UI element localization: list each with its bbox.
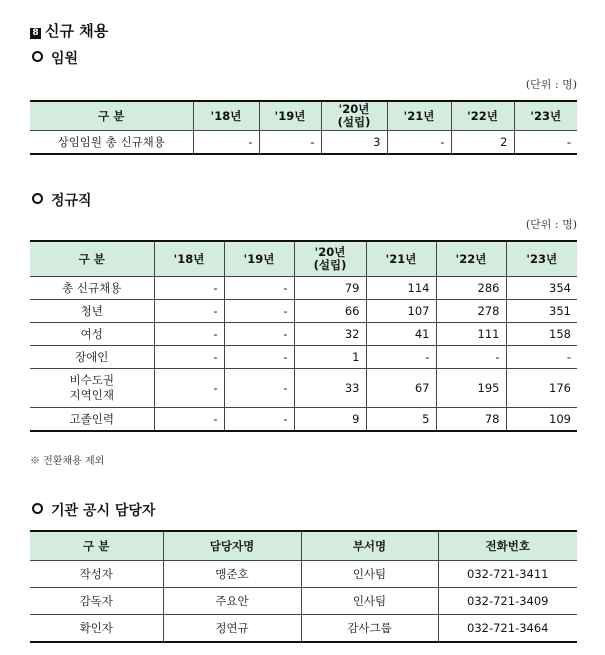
exec-unit: (단위 : 명) [525,78,577,91]
cell-value: - [224,277,294,300]
regular-subtitle [28,190,92,210]
cell-value: 354 [506,277,577,300]
contact-phone: 032-721-3464 [438,615,577,643]
cell-value: - [154,408,224,432]
header-19: '19년 [259,101,321,131]
cell-value: - [366,346,436,369]
contacts-subtitle-text: 기관 공시 담당자 [51,503,156,519]
cell-value: - [224,300,294,323]
cell-value: - [154,346,224,369]
table-row [30,408,577,432]
table-row [30,300,577,323]
cell-value: - [224,369,294,408]
exec-header-row [30,101,577,131]
contact-phone: 032-721-3411 [438,561,577,588]
contact-role: 확인자 [30,615,163,643]
cell-value: 3 [321,131,387,155]
cell-value: 1 [294,346,366,369]
header-22: '22년 [436,241,506,277]
cell-value: 107 [366,300,436,323]
cell-value: 2 [451,131,514,155]
regular-header-row [30,241,577,277]
row-label: 고졸인력 [30,408,154,432]
header-18: '18년 [154,241,224,277]
exec-subtitle [28,48,78,68]
cell-value: 79 [294,277,366,300]
section-title [30,20,108,41]
header-name: 담당자명 [163,531,301,561]
cell-value: 32 [294,323,366,346]
contact-name: 정연규 [163,615,301,643]
cell-value: - [154,300,224,323]
cell-value: - [436,346,506,369]
contact-dept: 감사그룹 [301,615,438,643]
cell-value: - [506,346,577,369]
cell-value: 66 [294,300,366,323]
contact-dept: 인사팀 [301,588,438,615]
table-row [30,277,577,300]
cell-value: - [387,131,451,155]
row-label: 청년 [30,300,154,323]
cell-value: - [224,323,294,346]
contacts-header-row [30,531,577,561]
table-row [30,561,577,588]
cell-value: - [224,346,294,369]
header-20 [321,101,387,131]
circle-bullet-icon [32,503,43,514]
header-21: '21년 [366,241,436,277]
table-row [30,588,577,615]
contact-role: 감독자 [30,588,163,615]
cell-value: - [154,369,224,408]
regular-table [30,240,577,432]
cell-value: - [193,131,259,155]
header-22: '22년 [451,101,514,131]
section-number-badge: 8 [30,28,41,39]
circle-bullet-icon [32,193,43,204]
contact-phone: 032-721-3409 [438,588,577,615]
header-20-year: '20년 [314,245,346,259]
table-row [30,346,577,369]
cell-value: 351 [506,300,577,323]
row-label-line2: 지역인재 [69,388,114,402]
header-20-year: '20년 [338,102,370,116]
header-19: '19년 [224,241,294,277]
header-category: 구 분 [30,101,193,131]
cell-value: 78 [436,408,506,432]
contact-dept: 인사팀 [301,561,438,588]
cell-value: 176 [506,369,577,408]
table-row [30,323,577,346]
cell-value: 286 [436,277,506,300]
header-21: '21년 [387,101,451,131]
row-label: 총 신규채용 [30,277,154,300]
header-20 [294,241,366,277]
table-row [30,615,577,643]
header-category: 구 분 [30,241,154,277]
exec-subtitle-text: 임원 [51,51,79,67]
header-category: 구 분 [30,531,163,561]
contact-name: 맹준호 [163,561,301,588]
header-23: '23년 [514,101,577,131]
header-20-note: (설립) [313,258,347,272]
contacts-table [30,530,577,643]
contact-role: 작성자 [30,561,163,588]
row-label: 상임임원 총 신규채용 [30,131,193,155]
header-23: '23년 [506,241,577,277]
table-row [30,131,577,155]
cell-value: 109 [506,408,577,432]
cell-value: - [259,131,321,155]
regular-subtitle-text: 정규직 [51,193,92,209]
cell-value: - [224,408,294,432]
cell-value: 195 [436,369,506,408]
cell-value: - [514,131,577,155]
section-title-text: 신규 채용 [45,22,109,40]
cell-value: 158 [506,323,577,346]
cell-value: 33 [294,369,366,408]
row-label: 여성 [30,323,154,346]
regular-footnote: ※ 전환채용 제외 [30,456,105,467]
contact-name: 주요안 [163,588,301,615]
regular-unit: (단위 : 명) [525,218,577,231]
exec-table [30,100,577,155]
contacts-subtitle [28,500,155,520]
header-phone: 전화번호 [438,531,577,561]
header-dept: 부서명 [301,531,438,561]
cell-value: - [154,277,224,300]
cell-value: 111 [436,323,506,346]
circle-bullet-icon [32,51,43,62]
cell-value: 9 [294,408,366,432]
header-20-note: (설립) [337,115,371,129]
header-18: '18년 [193,101,259,131]
cell-value: 41 [366,323,436,346]
row-label-line1: 비수도권 [69,373,114,387]
cell-value: 278 [436,300,506,323]
cell-value: - [154,323,224,346]
row-label [30,369,154,408]
cell-value: 114 [366,277,436,300]
cell-value: 5 [366,408,436,432]
row-label: 장애인 [30,346,154,369]
cell-value: 67 [366,369,436,408]
table-row [30,369,577,408]
